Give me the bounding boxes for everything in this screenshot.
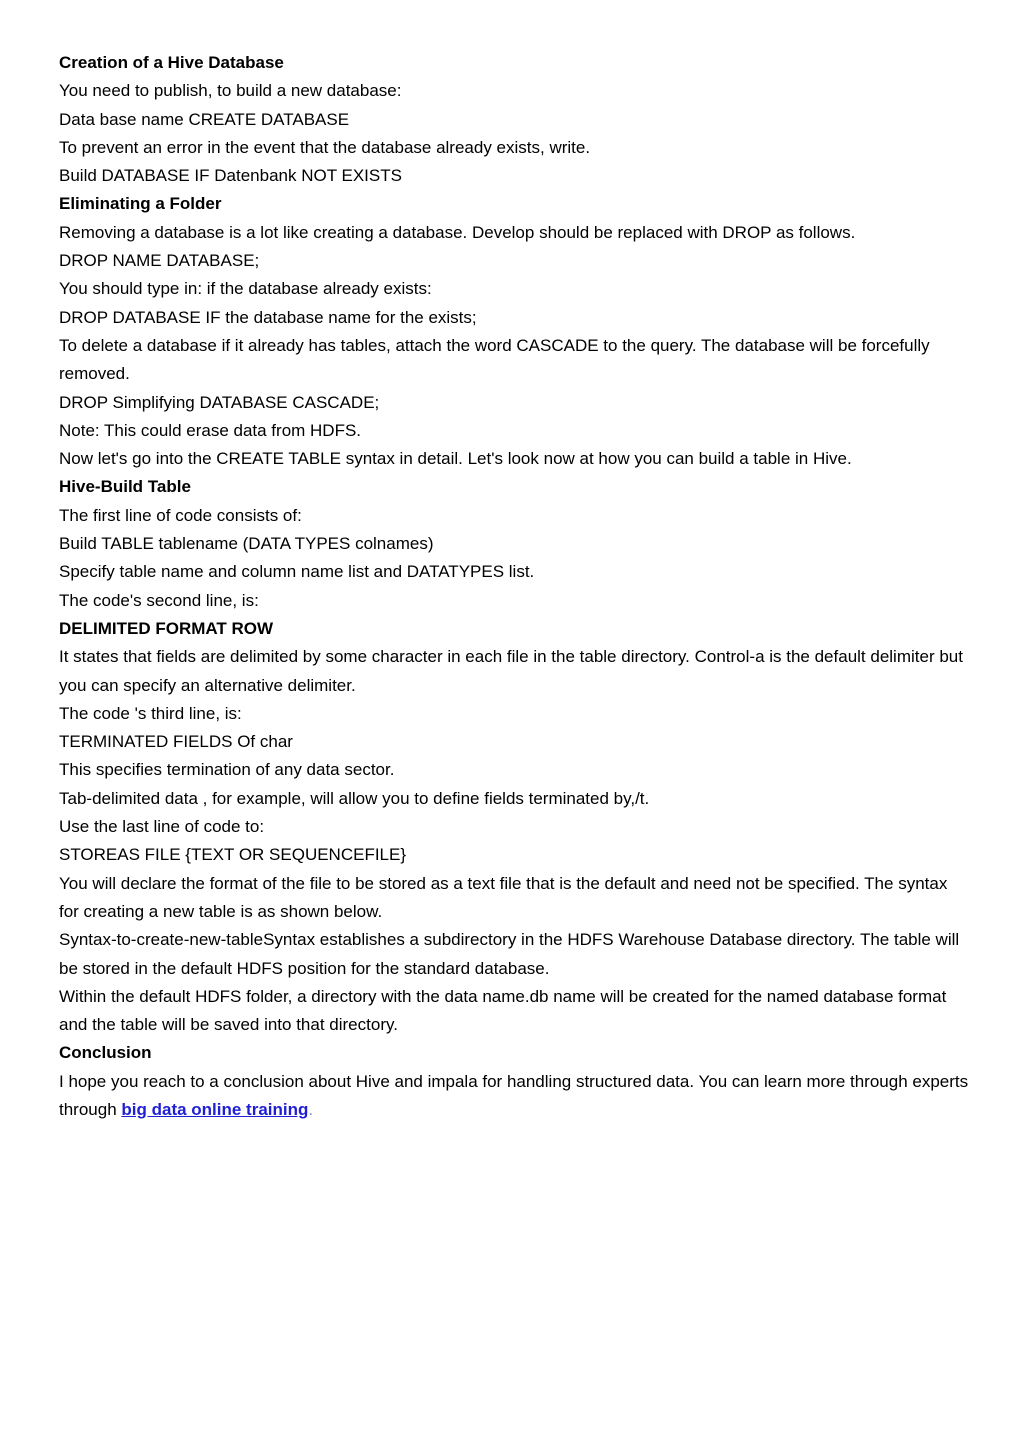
paragraph-line: DROP Simplifying DATABASE CASCADE;: [59, 392, 380, 412]
paragraph-line: Build DATABASE IF Datenbank NOT EXISTS: [59, 166, 402, 186]
paragraph-line: You need to publish, to build a new database:: [59, 81, 402, 101]
paragraph-line: Within the default HDFS folder, a directory with the data name.db name will be created for the named database format and the table will be saved into that directory.: [59, 986, 947, 1035]
paragraph-line: DROP NAME DATABASE;: [59, 251, 260, 271]
heading-delimited-format-row: DELIMITED FORMAT ROW: [59, 618, 274, 638]
paragraph-line: You should type in: if the database already exists:: [59, 279, 432, 299]
paragraph-line: This specifies termination of any data sector.: [59, 760, 395, 780]
paragraph-line: Now let's go into the CREATE TABLE syntax in detail. Let's look now at how you can build a table in Hive.: [59, 449, 852, 469]
big-data-online-training-link[interactable]: big data online training: [121, 1099, 309, 1119]
heading-conclusion: Conclusion: [59, 1043, 152, 1063]
paragraph-line: Removing a database is a lot like creating a database. Develop should be replaced with DROP as follows.: [59, 222, 856, 242]
heading-eliminating-folder: Eliminating a Folder: [59, 194, 222, 214]
paragraph-line: To delete a database if it already has tables, attach the word CASCADE to the query. The database will be forcefully removed.: [59, 335, 930, 384]
paragraph-line: The code's second line, is:: [59, 590, 259, 610]
paragraph-line: Specify table name and column name list and DATATYPES list.: [59, 562, 535, 582]
heading-hive-build-table: Hive-Build Table: [59, 477, 191, 497]
paragraph-line: Note: This could erase data from HDFS.: [59, 420, 362, 440]
paragraph-line: STOREAS FILE {TEXT OR SEQUENCEFILE}: [59, 845, 407, 865]
paragraph-line: Use the last line of code to:: [59, 817, 265, 837]
heading-hive-database: Creation of a Hive Database: [59, 53, 284, 72]
document-body: [59, 49, 969, 1124]
paragraph-line: Data base name CREATE DATABASE: [59, 109, 350, 129]
paragraph-line: To prevent an error in the event that the database already exists, write.: [59, 137, 591, 157]
paragraph-line: The first line of code consists of:: [59, 505, 302, 525]
paragraph-line: Build TABLE tablename (DATA TYPES colnames): [59, 534, 434, 554]
paragraph-line: Tab-delimited data , for example, will allow you to define fields terminated by,/t.: [59, 788, 650, 808]
paragraph-line: The code 's third line, is:: [59, 703, 242, 723]
conclusion-text: I hope you reach to a conclusion about Hive and impala for handling structured data. You can learn more through experts through: [59, 1071, 969, 1119]
paragraph-line: TERMINATED FIELDS Of char: [59, 732, 293, 752]
paragraph-line: DROP DATABASE IF the database name for the exists;: [59, 307, 477, 327]
conclusion-period: .: [308, 1099, 314, 1119]
paragraph-line: Syntax-to-create-new-tableSyntax establishes a subdirectory in the HDFS Warehouse Database directory. The table will be stored in the default HDFS position for the standard database.: [59, 930, 960, 978]
conclusion-paragraph: [59, 1068, 969, 1125]
paragraph-line: You will declare the format of the file to be stored as a text file that is the default and need not be specified. The syntax for creating a new table is as shown below.: [59, 873, 948, 921]
paragraph-line: It states that fields are delimited by some character in each file in the table directory. Control-a is the default delimiter but you can specify an alternative delimiter.: [59, 647, 963, 695]
